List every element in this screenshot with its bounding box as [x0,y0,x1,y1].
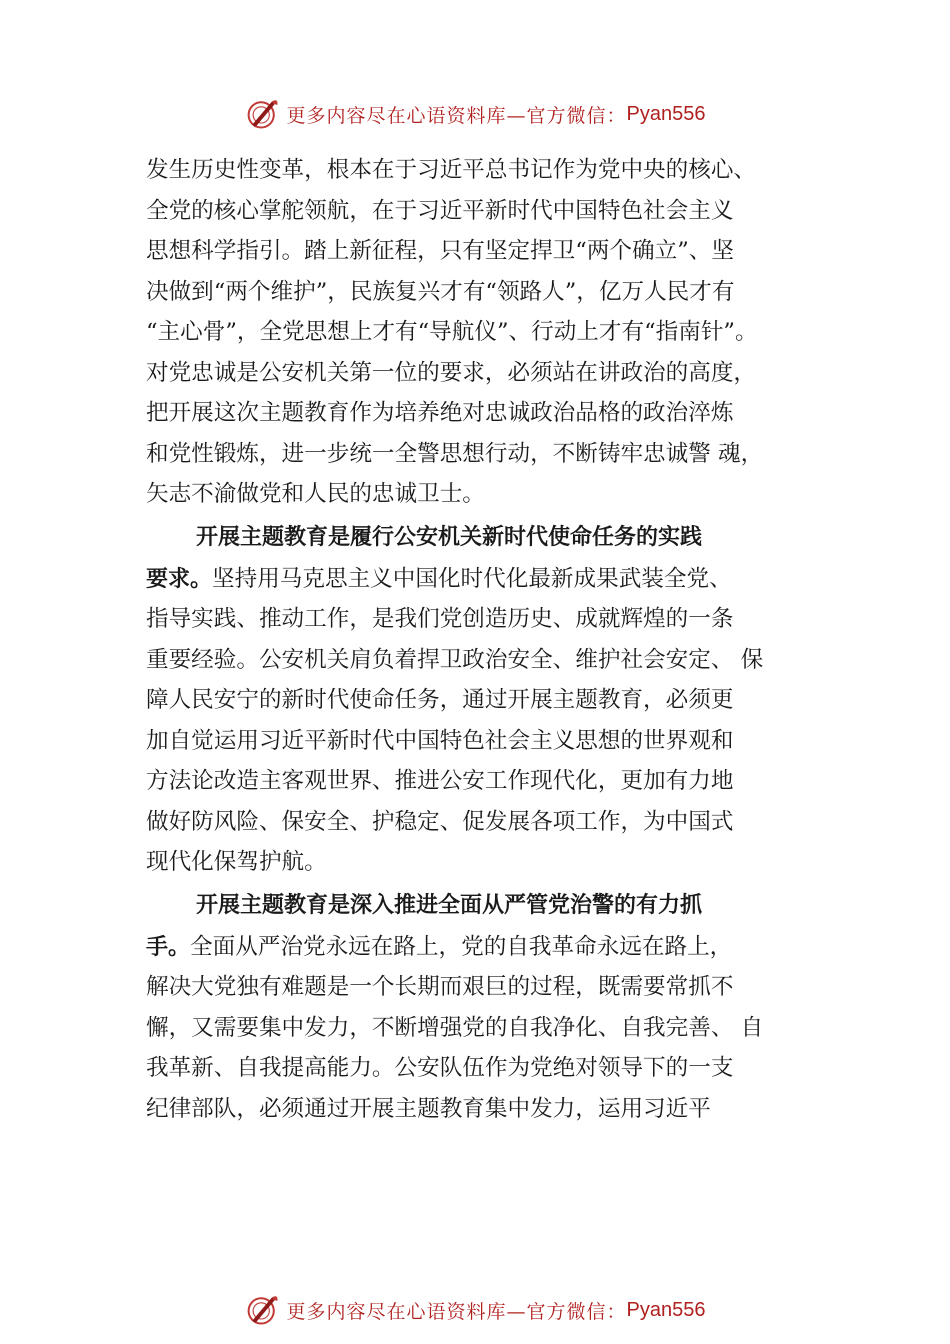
text-line: 对党忠诚是公安机关第一位的要求，必须站在讲政治的高度， [146,359,757,386]
text-line: 方法论改造主客观世界、推进公安工作现代化，更加有力地 [146,768,734,794]
text-line: 纪律部队，必须通过开展主题教育集中发力，运用习近平 [146,1095,711,1122]
section [146,885,846,1130]
text-line [146,559,846,600]
text-line: 解决大党独有难题是一个长期而艰巨的过程，既需要常抓不 [146,974,734,1000]
footer-banner [0,1288,950,1332]
text-line: 和党性锻炼，进一步统一全警思想行动，不断铸牢忠诚警 魂， [146,440,764,467]
text-line: 思想科学指引。踏上新征程，只有坚定捍卫“两个确立”、坚 [146,238,734,264]
section-heading-end: 手。 [146,934,191,960]
text-line: 我革新、自我提高能力。公安队伍作为党绝对领导下的一支 [146,1055,734,1081]
text-line: 发生历史性变革，根本在于习近平总书记作为党中央的核心、 [146,157,757,183]
section [146,517,846,883]
text-line: 做好防风险、保安全、护稳定、促发展各项工作，为中国式 [146,808,734,835]
text-line [146,927,846,968]
section-heading: 开展主题教育是履行公安机关新时代使命任务的实践 [196,524,703,550]
text-line: 障人民安宁的新时代使命任务，通过开展主题教育，必须更 [146,687,734,713]
text-line: 决做到“两个维护”，民族复兴才有“领路人”，亿万人民才有 [146,278,735,305]
section-heading: 开展主题教育是深入推进全面从严管党治警的有力抓 [196,892,703,918]
section-heading-end: 要求。 [146,566,213,592]
banner-wechat-handle: Pyan556 [626,1298,706,1321]
text-line: 加自觉运用习近平新时代中国特色社会主义思想的世界观和 [146,727,734,754]
document-body [146,150,846,1129]
text-line: 重要经验。公安机关肩负着捍卫政治安全、维护社会安定、 保 [146,646,764,673]
text-line: 现代化保驾护航。 [146,849,327,875]
quill-pen-seal-icon [245,1292,281,1328]
quill-pen-seal-icon [245,96,281,132]
text-span: 坚持用马克思主义中国化时代化最新成果武装全党、 [212,565,732,592]
text-line: 矢志不渝做党和人民的忠诚卫士。 [146,481,485,507]
text-line: 全党的核心掌舵领航，在于习近平新时代中国特色社会主义 [146,197,734,224]
text-line: 把开展这次主题教育作为培养绝对忠诚政治品格的政治淬炼 [146,400,734,426]
banner-text: 更多内容尽在心语资料库—官方微信： [286,104,627,127]
text-line: 指导实践、推动工作，是我们党创造历史、成就辉煌的一条 [146,606,734,632]
banner-text: 更多内容尽在心语资料库—官方微信： [286,1300,627,1323]
text-span: 全面从严治党永远在路上，党的自我革命永远在路上， [190,933,733,960]
header-banner [0,92,950,136]
text-line: “主心骨”，全党思想上才有“导航仪”、行动上才有“指南针”。 [146,319,758,345]
paragraph [146,150,846,515]
banner-wechat-handle: Pyan556 [626,102,706,125]
text-line: 懈，又需要集中发力，不断增强党的自我净化、自我完善、 自 [146,1014,764,1041]
